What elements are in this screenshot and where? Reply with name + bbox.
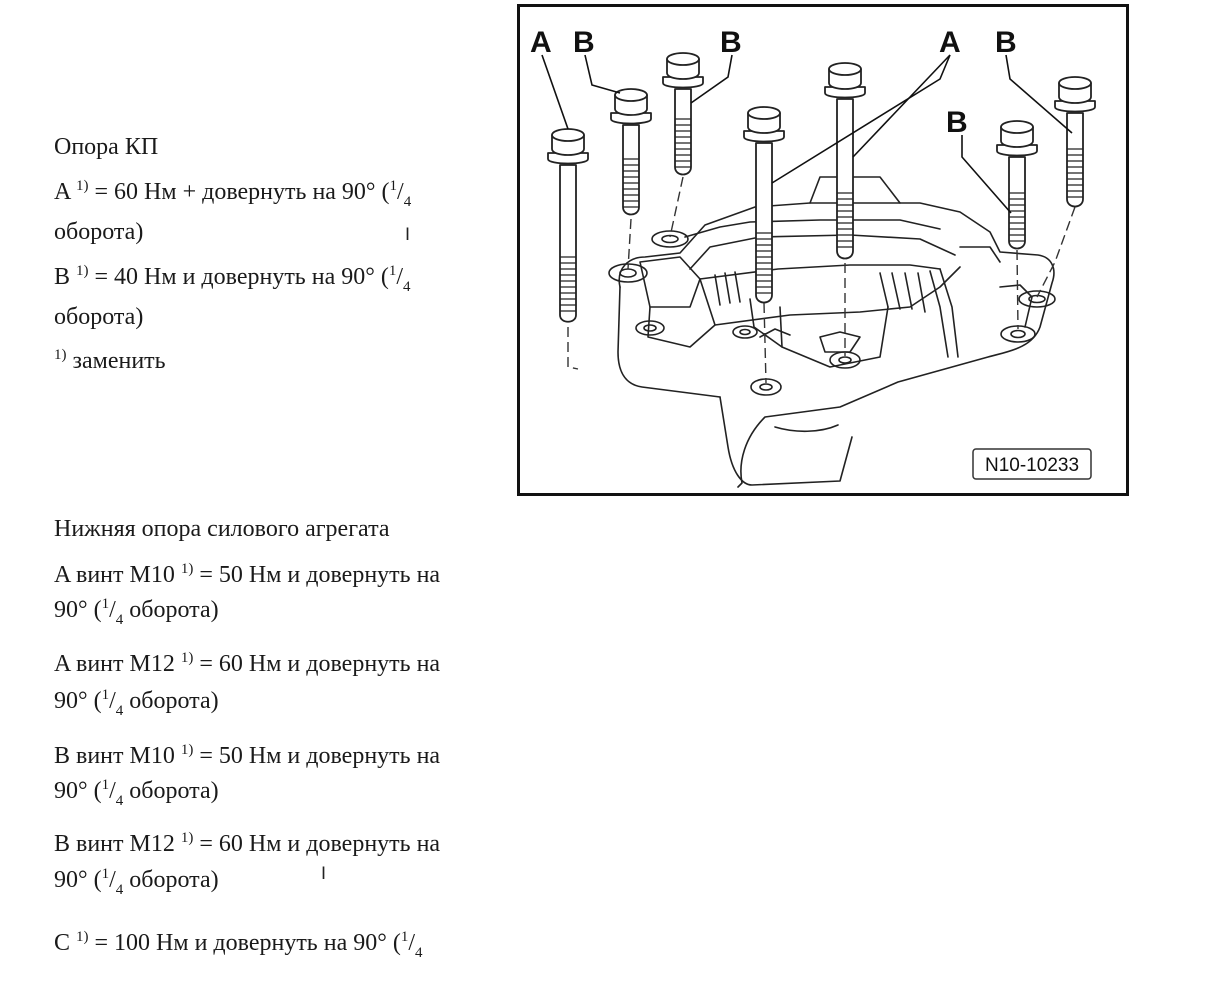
text-fragment: 1 [101, 777, 110, 793]
text-fragment: B [54, 264, 71, 290]
text-fragment: 1) [180, 830, 194, 846]
text-fragment: 90° ( [54, 778, 102, 804]
text-fragment: 4 [403, 194, 412, 210]
text-fragment: оборота) [123, 688, 219, 714]
mount-drawing [520, 7, 1126, 493]
spec-a-line: A $^{1)}$ = 60 Нм + довернуть на 90° ($^1/_4$ [54, 178, 412, 210]
text-fragment: 1) [180, 650, 194, 666]
text-fragment: оборота) [123, 778, 219, 804]
text-fragment: оборота) [123, 867, 219, 893]
text-fragment: заменить [66, 348, 166, 374]
text-fragment: 1 [388, 263, 397, 279]
text-fragment: = 60 Нм и довернуть на [193, 651, 441, 677]
footnote-mark: 1) [76, 178, 89, 194]
footnote-mark: 1) [76, 263, 89, 279]
text-fragment: 90° ( [54, 867, 102, 893]
item-b-m10 [54, 738, 440, 774]
spec-b-line: B $^{1)}$ = 40 Нм и довернуть на 90° ($^1/_4$ [54, 263, 411, 295]
text-fragment: 90° ( [54, 597, 102, 623]
text-fragment: 4 [115, 882, 124, 898]
text-fragment: = 50 Нм и довернуть на [193, 743, 441, 769]
item-c: C $^{1)}$ = 100 Нм и довернуть на 90° ($^1/_4$ [54, 929, 423, 961]
text-fragment: 1 [400, 929, 409, 945]
text-fragment: = 40 Нм и довернуть на 90° ( [88, 264, 389, 290]
callout-letter: B [720, 26, 742, 59]
item-b-m12-continuation: 90° ($^1/_4$ оборота) [54, 866, 219, 898]
figure-code: N10-10233 [985, 455, 1080, 476]
text-fragment: B винт M12 [54, 831, 175, 857]
item-b-m12 [54, 826, 440, 862]
text-fragment: 1 [101, 596, 110, 612]
text-fragment: 90° ( [54, 688, 102, 714]
callout-letter: B [946, 106, 968, 139]
text-fragment: 1 [101, 866, 110, 882]
spec-a-continuation: оборота) [54, 219, 144, 245]
item-a-m10-continuation: 90° ($^1/_4$ оборота) [54, 596, 219, 628]
text-fragment: A винт M10 [54, 562, 175, 588]
text-fragment: 1 [101, 687, 110, 703]
text-fragment: 1 [389, 178, 398, 194]
text-fragment: 4 [115, 703, 124, 719]
item-a-m10 [54, 557, 440, 593]
text-fragment: 4 [415, 945, 423, 961]
engine-mount-illustration [517, 4, 1129, 496]
text-fragment: B винт M10 [54, 743, 175, 769]
section2-title: Нижняя опора силового агрегата [54, 516, 390, 542]
footnote-line [54, 343, 166, 379]
text-fragment: оборота) [123, 597, 219, 623]
text-fragment: A винт M12 [54, 651, 175, 677]
spec-b-continuation: оборота) [54, 304, 144, 330]
item-b-m10-continuation: 90° ($^1/_4$ оборота) [54, 777, 219, 809]
section1-title: Опора КП [54, 134, 159, 160]
callout-letter: A [939, 26, 961, 59]
text-fragment: 1) [76, 929, 89, 945]
text-fragment: 4 [115, 612, 124, 628]
text-fragment: 4 [403, 279, 411, 295]
callout-letter: B [995, 26, 1017, 59]
text-fragment: = 50 Нм и довернуть на [193, 562, 441, 588]
callout-letter: B [573, 26, 595, 59]
item-a-m12 [54, 646, 440, 682]
text-fragment: 1) [180, 561, 194, 577]
text-fragment: C [54, 930, 71, 956]
text-fragment: = 60 Нм и довернуть на [193, 831, 441, 857]
callout-letter: A [530, 26, 552, 59]
text-fragment: 1) [180, 742, 194, 758]
text-fragment: = 60 Нм + довернуть на 90° ( [88, 179, 390, 205]
text-fragment: = 100 Нм и довернуть на 90° ( [88, 930, 401, 956]
text-cursor-icon: I [321, 864, 327, 884]
item-a-m12-continuation: 90° ($^1/_4$ оборота) [54, 687, 219, 719]
text-fragment: 4 [115, 793, 124, 809]
text-fragment: A [54, 179, 71, 205]
text-cursor-icon: I [405, 225, 411, 245]
text-fragment: 1) [54, 347, 67, 363]
